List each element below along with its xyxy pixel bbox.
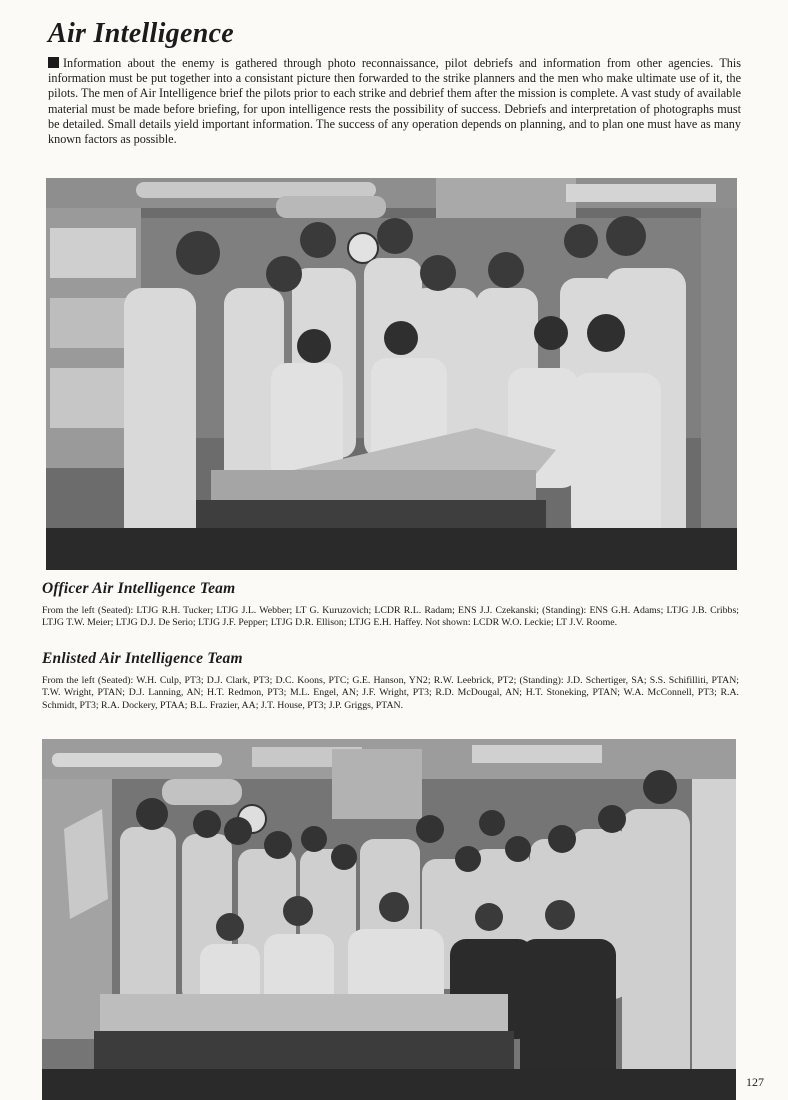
officer-team-photo [46, 178, 737, 570]
enlisted-team-heading: Enlisted Air Intelligence Team [42, 650, 243, 667]
intro-text: Information about the enemy is gathered through photo reconnaissance, pilot debriefs and information from other agencies. This information must be put together into a consistant picture then forwarded to the strike planners and the men who make ultimate use of it, the pilots. The men of Air Intelligence brief the pilots prior to each strike and debrief them after the mission is complete. A vast study of available material must be made before briefing, for upon intelligence rests the possibility of success. Debriefs and interpretation of photographs must be detailed. Small details yield important information. The success of any operation depends on planning, and to plan one must have as many known factors as possible. [48, 56, 741, 147]
officer-team-photo-image [46, 178, 737, 570]
page-number: 127 [746, 1075, 764, 1089]
bullet-square-icon [48, 57, 59, 68]
enlisted-team-caption: From the left (Seated): W.H. Culp, PT3; D.J. Clark, PT3; D.C. Koons, PTC; G.E. Hanson, YN2; R.W. Leebrick, PT2; (Standing): J.D. Schertiger, SA; S.S. Schifilliti, PTAN; T.W. Wright, PTAN; D.J. Lanning, AN; H.T. Redmon, PT3; M.L. Engel, AN; J.F. Wright, PT3; R.D. McDougal, AN; H.T. Stoneking, PTAN; W.A. McConnell, PT3; R.A. Schmidt, PT3; R.A. Dockery, PTAA; B.L. Frazier, AA; J.T. House, PT3; J.P. Griggs, PTAN. [42, 675, 739, 711]
officer-team-caption: From the left (Seated): LTJG R.H. Tucker; LTJG J.L. Webber; LT G. Kuruzovich; LCDR R.L. Radam; ENS J.J. Czekanski; (Standing): ENS G.H. Adams; LTJG J.B. Cribbs; LTJG T.W. Meier; LTJG D.J. De Serio; LTJG J.F. Pepper; LTJG D.R. Ellison; LTJG E.H. Haffey. Not shown: LCDR W.O. Leckie; LT J.V. Roome. [42, 605, 739, 629]
page-title: Air Intelligence [48, 18, 235, 49]
intro-paragraph [48, 56, 741, 147]
enlisted-team-photo-image [42, 739, 736, 1100]
enlisted-team-photo [42, 739, 736, 1100]
officer-team-heading: Officer Air Intelligence Team [42, 580, 236, 597]
